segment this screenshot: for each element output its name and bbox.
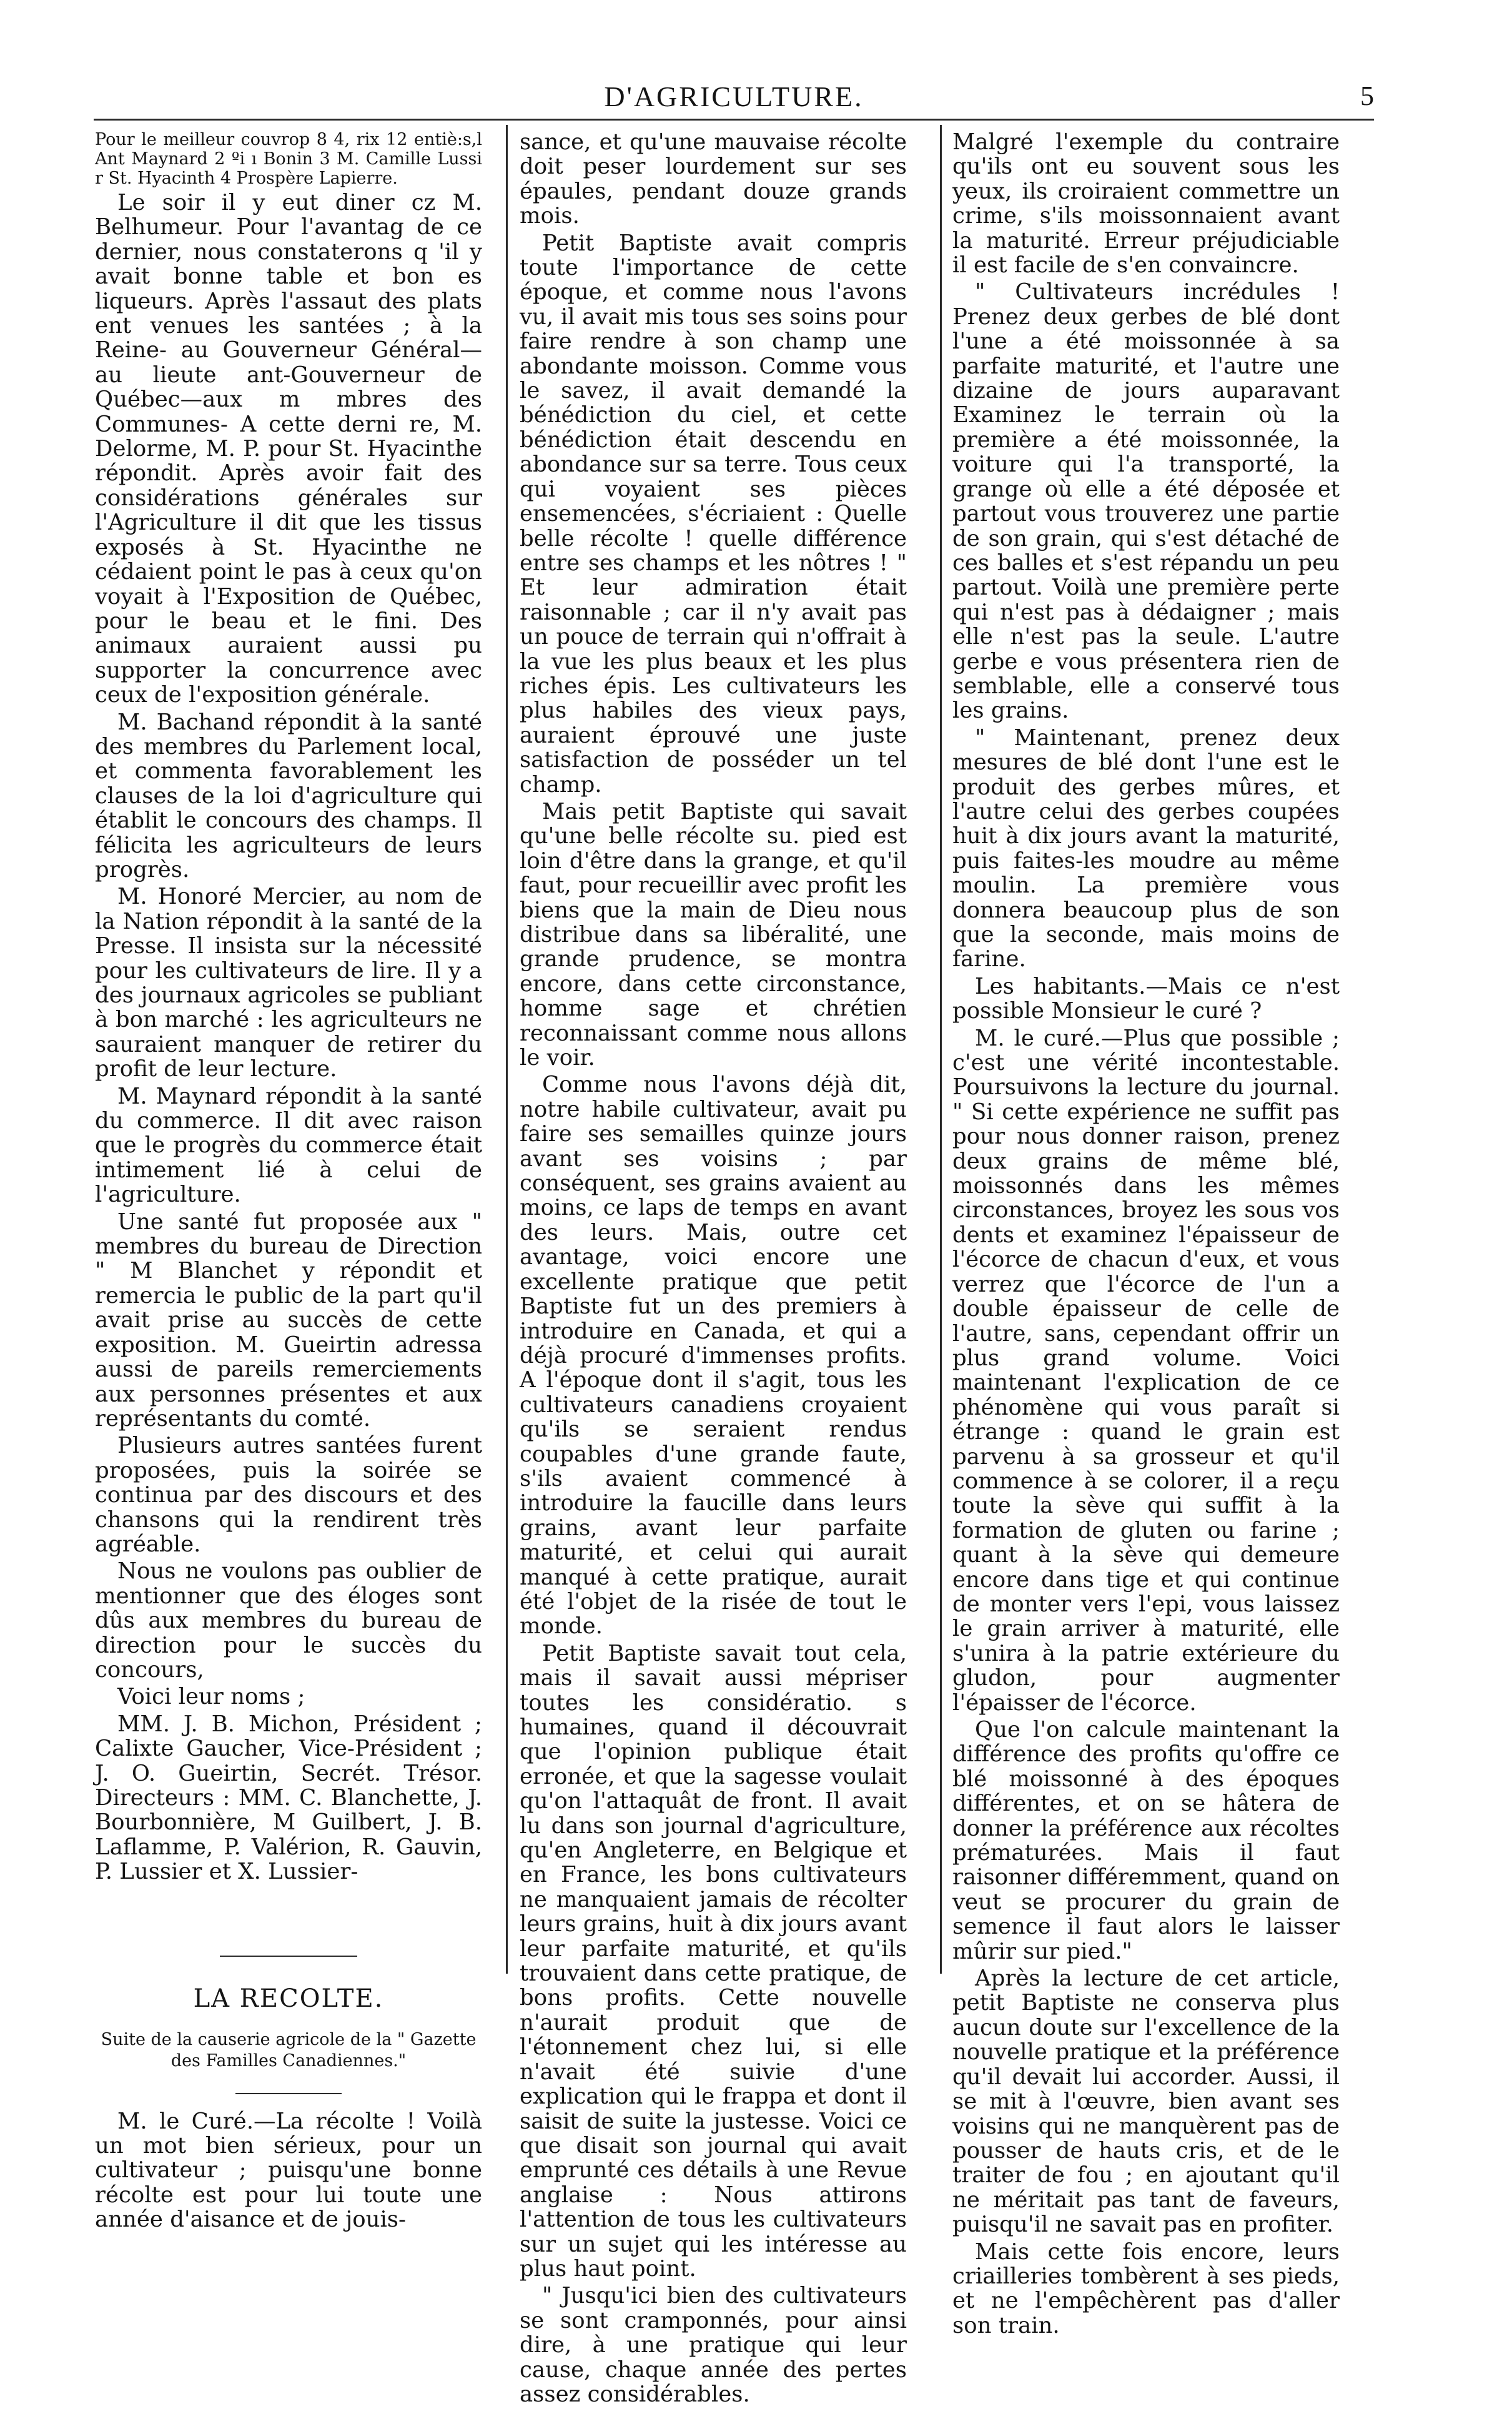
- running-title: D'AGRICULTURE.: [604, 81, 864, 112]
- column-divider: [940, 125, 942, 1974]
- paragraph: Que l'on calcule maintenant la différence des profits qu'offre ce blé moissonné à des époques différentes, et on se hâtera de donner la préférence aux récoltes prématurées. Mais il faut raisonner différemment, quand on veut se procurer du grain de semence il faut alors le laisser mûrir sur pied.": [952, 1717, 1340, 1964]
- paragraph: Petit Baptiste savait tout cela, mais il savait aussi mépriser toutes les considératio. s humaines, quand il découvrait que l'opinion publique était erronée, et que la sagesse voulait qu'on l'attaquât de front. Il avait lu dans son journal d'agriculture, qu'en Angleterre, en Belgique et en France, les bons cultivateurs ne manquaient jamais de récolter leurs grains, huit à dix jours avant leur parfaite maturité, et qu'ils trouvaient dans cette pratique, de bons profits. Cette nouvelle n'aurait produit que de l'étonnement chez lui, si elle n'avait été suivie d'une explication qui le frappa et dont il saisit de suite la justesse. Voici ce que disait son journal qui avait emprunté ces détails à une Revue anglaise : Nous attirons l'attention de tous les cultivateurs sur un sujet qui les intéresse au plus haut point.: [520, 1640, 907, 2282]
- paragraph: Les habitants.—Mais ce n'est possible Monsieur le curé ?: [952, 973, 1340, 1024]
- page-header: [94, 80, 1374, 117]
- paragraph: M. Bachand répondit à la santé des membres du Parlement local, et commenta favorablement les clauses de la loi d'agriculture qui établit le concours des champs. Il félicita les agriculteurs de leurs progrès.: [95, 709, 482, 883]
- directors-list: MM. J. B. Michon, Président ; Calixte Gaucher, Vice-Président ; J. O. Gueirtin, Secrét. Trésor. Directeurs : MM. C. Blanchette, J. Bourbonnière, M Guilbert, J. B. Laflamme, P. Valérion, R. Gauvin, P. Lussier et X. Lussier-: [95, 1711, 482, 1885]
- paragraph: " Cultivateurs incrédules ! Prenez deux gerbes de blé dont l'une a été moissonnée à sa parfaite maturité, et l'autre une dizaine de jours auparavant Examinez le terrain où la première a été moissonnée, la voiture qui l'a transporté, la grange où elle a été déposée et partout vous trouverez une partie de son grain, qui s'est détaché de ces balles et s'est répandu un peu partout. Voilà une première perte qui n'est pas à dédaigner ; mais elle n'est pas la seule. L'autre gerbe e vous présentera rien de semblable, elle a conservé tous les grains.: [952, 279, 1340, 724]
- column-middle: [520, 130, 907, 2409]
- paragraph: Petit Baptiste avait compris toute l'importance de cette époque, et comme nous l'avons vu, il avait mis tous ses soins pour faire rendre à son champ une abondante moisson. Comme vous le savez, il avait demandé la bénédiction du ciel, et cette bénédiction était descendu en abondance sur sa terre. Tous ceux qui voyaient ses pièces ensemencées, s'écriaient : Quelle belle récolte ! quelle différence entre ses champs et les nôtres ! " Et leur admiration était raisonnable ; car il n'y avait pas un pouce de terrain qui n'offrait à la vue les plus beaux et les plus riches épis. Les cultivateurs les plus habiles des vieux pays, auraient éprouvé une juste satisfaction de posséder un tel champ.: [520, 230, 907, 798]
- prize-list: Pour le meilleur couvrop 8 4, rix 12 entiè:s,l Ant Maynard 2 ºi ı Bonin 3 M. Camille Lussi r St. Hyacinth 4 Prospère Lapierre.: [95, 130, 482, 188]
- column-left: [95, 130, 482, 2235]
- section-rule: [220, 1956, 357, 1957]
- paragraph: Voici leur noms ;: [117, 1684, 305, 1710]
- paragraph: M. le curé.—Plus que possible ; c'est une vérité incontestable. Poursuivons la lecture du journal. " Si cette expérience ne suffit pas pour nous donner raison, prenez deux grains de même blé, moissonnés dans les mêmes circonstances, broyez les sous vos dents et examinez l'épaisseur de l'écorce de chacun d'eux, et vous verrez que l'écorce de l'un a double épaisseur de celle de l'autre, sans, cependant offrir un plus grand volume. Voici maintenant l'explication de ce phénomène qui vous paraît si étrange : quand le grain est parvenu à sa grosseur et qu'il commence à se colorer, il a reçu toute la sève qui suffit à la formation de gluten ou farine ; quant à la sève qui demeure encore dans tige et qui continue de monter vers l'epi, vous laissez le grain arriver à maturité, elle s'unira à la patrie extérieure du gludon, pour augmenter l'épaisser de l'écorce.: [952, 1025, 1340, 1716]
- column-divider: [506, 125, 508, 1974]
- paragraph: Nous ne voulons pas oublier de mentionner que des éloges sont dûs aux membres du bureau de direction pour le succès du concours,: [95, 1558, 482, 1683]
- caption-rule: [235, 2093, 342, 2094]
- paragraph: sance, et qu'une mauvaise récolte doit peser lourdement sur ses épaules, pendant douze grands mois.: [520, 129, 907, 229]
- paragraph: Une santé fut proposée aux " membres du bureau de Direction " M Blanchet y répondit et remercia le public de la part qu'il avait prise au succès de cette exposition. M. Gueirtin adressa aussi de pareils remerciements aux personnes présentes et aux représentants du comté.: [95, 1209, 482, 1432]
- paragraph: Plusieurs autres santées furent proposées, puis la soirée se continua par des discours et des chansons qui la rendirent très agréable.: [95, 1433, 482, 1557]
- paragraph: Le soir il y eut diner cz M. Belhumeur. Pour l'avantag de ce dernier, nous constaterons q 'il y avait bonne table et bon es liqueurs. Après l'assaut des plats ent venues les santées ; à la Reine- au Gouverneur Général—au lieute ant-Gouverneur de Québec—aux m mbres des Communes- A cette derni re, M. Delorme, M. P. pour St. Hyacinthe répondit. Après avoir fait des considérations générales sur l'Agriculture il dit que les tissus exposés à St. Hyacinthe ne cédaient point le pas à ceux qu'on voyait à l'Exposition de Québec, pour le beau et le fini. Des animaux auraient aussi pu supporter la concurrence avec ceux de l'exposition générale.: [95, 190, 482, 708]
- column-right: [952, 130, 1340, 2340]
- paragraph: M. Maynard répondit à la santé du commerce. Il dit avec raison que le progrès du commerce était intimement lié à celui de l'agriculture.: [95, 1083, 482, 1208]
- header-rule: [94, 119, 1374, 121]
- paragraph: " Maintenant, prenez deux mesures de blé dont l'une est le produit des gerbes mûres, et l'autre celui des gerbes coupées huit à dix jours avant la maturité, puis faites-les moudre au même moulin. La première vous donnera beaucoup plus de son que la seconde, mais moins de farine.: [952, 725, 1340, 972]
- page-number: 5: [1360, 81, 1374, 111]
- spacer: [95, 1887, 482, 1956]
- paragraph: Mais petit Baptiste qui savait qu'une belle récolte su. pied est loin d'être dans la grange, et qu'il faut, pour recueillir avec profit les biens que la main de Dieu nous distribue dans sa libéralité, une grande prudence, se montra encore, dans cette circonstance, homme sage et chrétien reconnaissant comme nous allons le voir.: [520, 798, 907, 1071]
- paragraph: " Jusqu'ici bien des cultivateurs se sont cramponnés, pour ainsi dire, à une pratique qui leur cause, chaque année des pertes assez considérables.: [520, 2283, 907, 2407]
- paragraph: M. le Curé.—La récolte ! Voilà un mot bien sérieux, pour un cultivateur ; puisqu'une bonne récolte est pour lui toute une année d'aisance et de jouis-: [95, 2108, 482, 2233]
- section-caption: Suite de la causerie agricole de la " Gazette des Familles Canadiennes.": [101, 2029, 477, 2070]
- paragraph: Mais cette fois encore, leurs criailleries tombèrent à ses pieds, et ne l'empêchèrent pas d'aller son train.: [952, 2238, 1340, 2338]
- paragraph: Après la lecture de cet article, petit Baptiste ne conserva plus aucun doute sur l'excellence de la nouvelle pratique et la préférence qu'il devait lui accorder. Aussi, il se mit à l'œuvre, bien avant ses voisins qui ne manquèrent pas de pousser de hauts cris, et de le traiter de fou ; en ajoutant qu'il ne méritait pas tant de faveurs, puisqu'il ne savait pas en profiter.: [952, 1966, 1340, 2238]
- paragraph: Comme nous l'avons déjà dit, notre habile cultivateur, avait pu faire ses semailles quinze jours avant ses voisins ; par conséquent, ses grains avaient au moins, ce laps de temps en avant des leurs. Mais, outre cet avantage, voici encore une excellente pratique que petit Baptiste fut un des premiers à introduire en Canada, et qui a déjà procuré d'immenses profits. A l'époque dont il s'agit, tous les cultivateurs canadiens croyaient qu'ils se seraient rendus coupables d'une grande faute, s'ils avaient commencé à introduire la faucille dans leurs grains, avant leur parfaite maturité, et celui qui aurait manqué à cette pratique, aurait été l'objet de la risée de tout le monde.: [520, 1072, 907, 1640]
- paragraph: M. Honoré Mercier, au nom de la Nation répondit à la santé de la Presse. Il insista sur la nécessité pour les cultivateurs de lire. Il y a des journaux agricoles se publiant à bon marché : les agriculteurs ne sauraient manquer de retirer du profit de leur lecture.: [95, 884, 482, 1082]
- section-title: LA RECOLTE.: [193, 1984, 384, 2013]
- paragraph: Malgré l'exemple du contraire qu'ils ont eu souvent sous les yeux, ils croiraient commettre un crime, s'ils moissonnaient avant la maturité. Erreur préjudiciable il est facile de s'en convaincre.: [952, 129, 1340, 279]
